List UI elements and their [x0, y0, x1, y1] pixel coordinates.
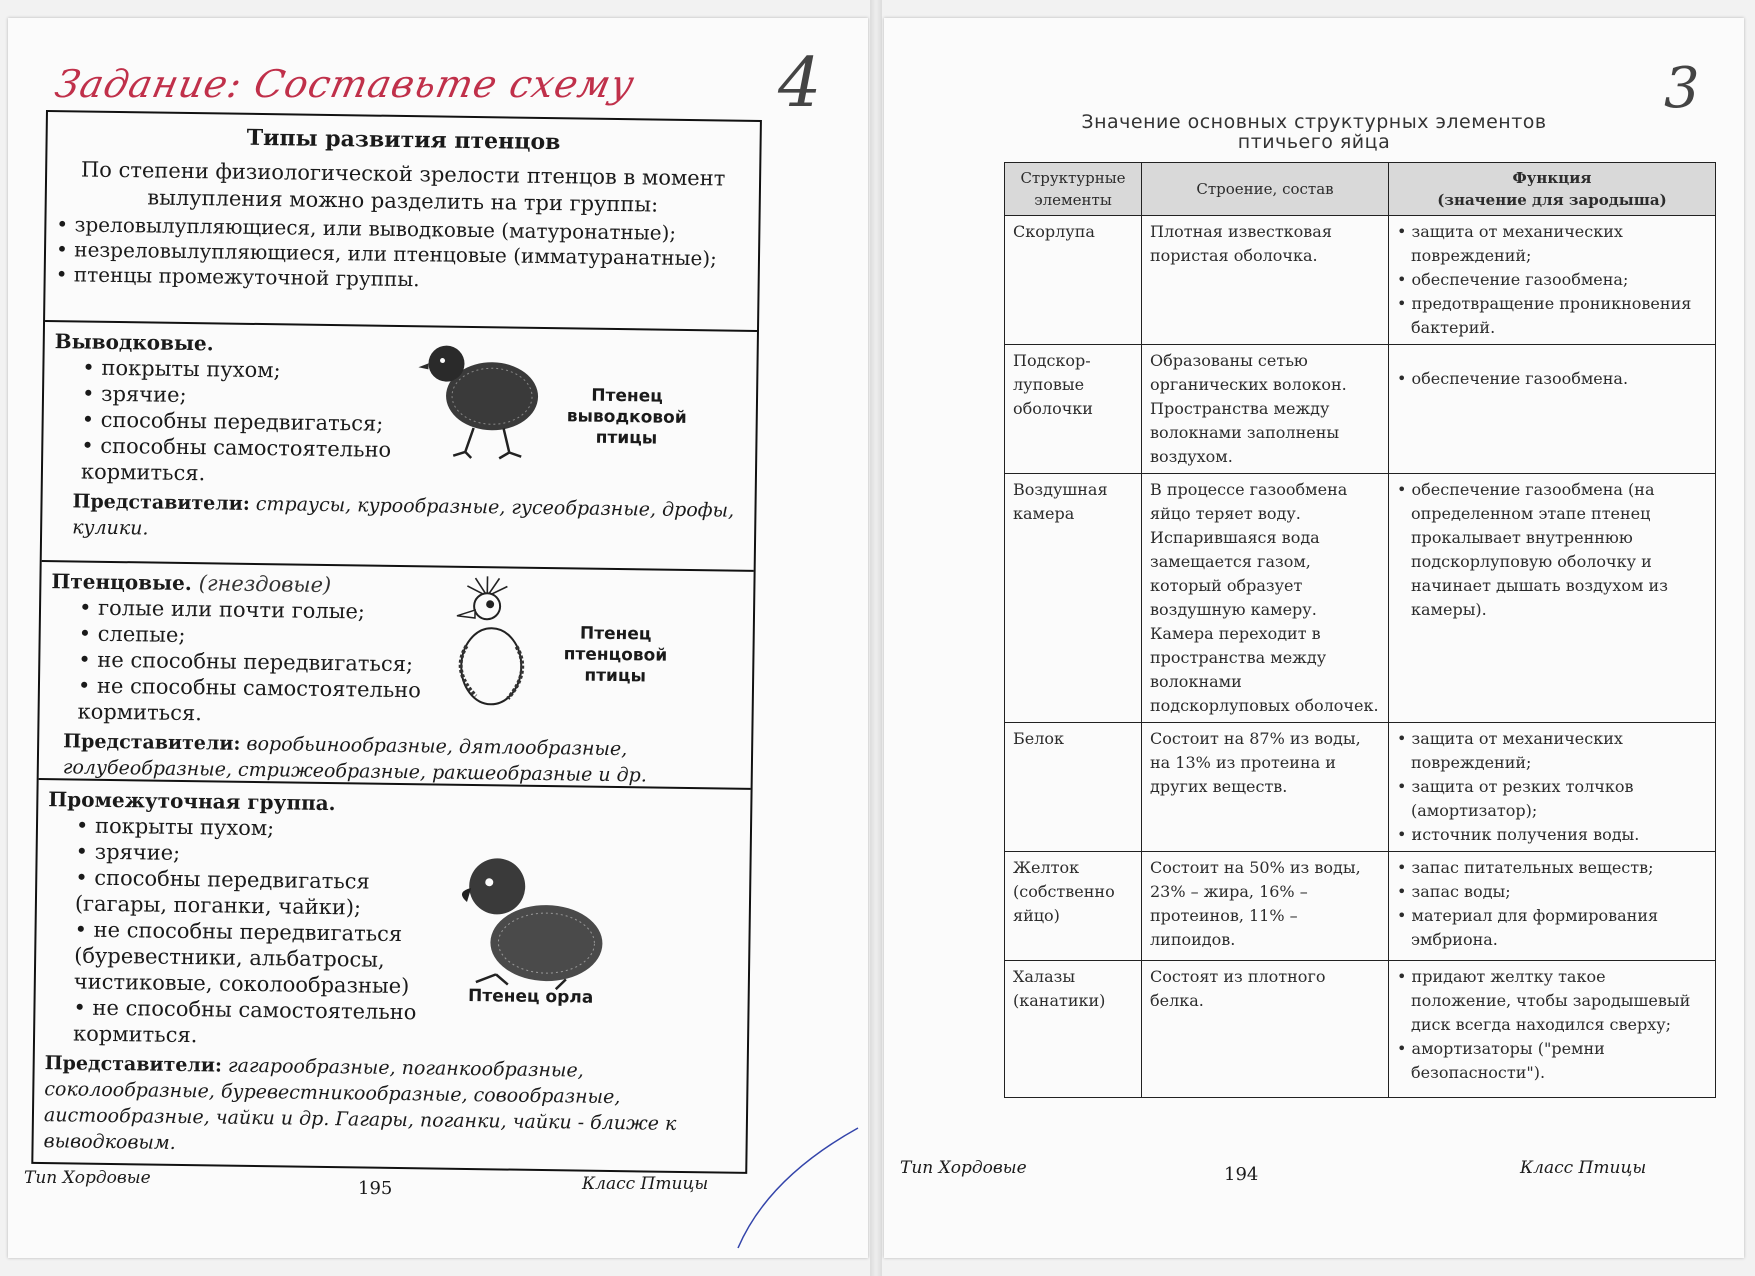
- table-title: [994, 112, 1634, 152]
- function-item: • источник получения воды.: [1397, 823, 1707, 847]
- footer-right: Класс Птицы: [1520, 1158, 1647, 1178]
- semi-representatives: [43, 1050, 736, 1164]
- eagle-caption: Птенец орла: [467, 985, 594, 1008]
- right-page: [884, 18, 1744, 1258]
- box-title: Типы развития птенцов: [246, 124, 561, 156]
- function-item: • предотвращение проникновения бактерий.: [1397, 292, 1707, 340]
- function-cell: [1389, 723, 1716, 852]
- structure-cell: В процессе газообмена яйцо теряет воду. Испарившаяся вода замещается газом, который образует воздушную камеру. Камера переходит в пространства между волокнами подскорлуповых оболочек.: [1142, 474, 1389, 723]
- table-row: [1005, 723, 1716, 852]
- function-item: • защита от механических повреждений;: [1397, 727, 1707, 775]
- function-item: • защита от резких толчков (амортизатор);: [1397, 775, 1707, 823]
- header-elements: Структурные элементы: [1005, 163, 1142, 216]
- function-cell: [1389, 216, 1716, 345]
- altricial-title: Птенцовые.: [51, 569, 192, 596]
- function-item: • защита от механических повреждений;: [1397, 220, 1707, 268]
- intro-bullet: • птенцы промежуточной группы.: [56, 262, 748, 297]
- handwritten-page-mark: 3: [1664, 56, 1700, 121]
- element-cell: Подскор-луповые оболочки: [1005, 345, 1142, 474]
- altricial-caption: Птенец птенцовой птицы: [563, 623, 668, 687]
- header-structure: Строение, состав: [1142, 163, 1389, 216]
- reps-text: воробьинообразные, дятлообразные, голубеобразные, стрижеобразные, ракшеобразные и др.: [62, 732, 647, 787]
- handwritten-note: (гнездовые): [198, 571, 332, 598]
- function-cell: [1389, 474, 1716, 723]
- precocial-title: Выводковые.: [54, 329, 214, 356]
- reps-text: страусы, курообразные, гусеобразные, дрофы, кулики.: [72, 492, 735, 540]
- structure-cell: Образованы сетью органических волокон. Пространства между волокнами заполнены воздухом.: [1142, 345, 1389, 474]
- semi-title: Промежуточная группа.: [48, 787, 336, 816]
- intro-bullets: [56, 212, 749, 297]
- table-row: [1005, 345, 1716, 474]
- feature-item: • голые или почти голые;: [79, 595, 499, 627]
- page-number: 195: [358, 1178, 393, 1199]
- feature-item: • не способны самостоятельно кормиться.: [73, 994, 454, 1051]
- element-cell: Халазы (канатики): [1005, 961, 1142, 1098]
- header-function-sub: (значение для зародыша): [1437, 191, 1667, 209]
- table-title-line: Значение основных структурных элементов: [1081, 111, 1547, 133]
- table-row: [1005, 474, 1716, 723]
- function-item: • обеспечение газообмена (на определенном этапе птенец прокалывает внутреннюю подскорлуповую оболочку и начинает дышать воздухом из камеры).: [1397, 478, 1707, 622]
- footer-left: Тип Хордовые: [900, 1158, 1027, 1178]
- feature-item: • слепые;: [79, 621, 499, 653]
- feature-item: • покрыты пухом;: [76, 812, 456, 843]
- header-function-title: Функция: [1512, 169, 1592, 187]
- intro-bullet: • зреловылупляющиеся, или выводковые (матуронатные);: [56, 212, 748, 247]
- element-cell: Желток (собственно яйцо): [1005, 852, 1142, 961]
- function-item: • запас воды;: [1397, 880, 1707, 904]
- function-cell: [1389, 345, 1716, 474]
- semi-altricial-section: [33, 780, 750, 1168]
- feature-item: • не способны самостоятельно кормиться.: [77, 673, 498, 731]
- intro-section: [45, 112, 760, 332]
- feature-item: • покрыты пухом;: [82, 355, 502, 387]
- table-row: [1005, 852, 1716, 961]
- altricial-section: [39, 562, 754, 790]
- egg-structure-table: [1004, 162, 1716, 1098]
- feature-item: • не способны передвигаться (буревестники, альбатросы, чистиковые, соколообразные): [74, 916, 455, 999]
- precocial-caption: Птенец выводковой птицы: [566, 385, 687, 449]
- precocial-chick-illustration: [413, 333, 555, 469]
- header-function: [1389, 163, 1716, 216]
- precocial-representatives: [72, 488, 745, 549]
- page-number: 194: [1224, 1164, 1259, 1185]
- function-cell: [1389, 852, 1716, 961]
- page-fold: [870, 0, 882, 1276]
- structure-cell: Состоят из плотного белка.: [1142, 961, 1389, 1098]
- reps-text: гагарообразные, поганкообразные, соколообразные, буревестникообразные, совообразные, аистообразные, чайки и др. Гагары, поганки, чайки - ближе к выводковым.: [43, 1054, 677, 1154]
- structure-cell: Состоит на 87% из воды, на 13% из протеина и других веществ.: [1142, 723, 1389, 852]
- intro-text: По степени физиологической зрелости птенцов в момент вылупления можно разделить на три группы:: [80, 157, 726, 217]
- table-title-line: птичьего яйца: [1237, 131, 1391, 153]
- table-header-row: [1005, 163, 1716, 216]
- footer-right: Класс Птицы: [582, 1174, 709, 1194]
- feature-item: • способны самостоятельно кормиться.: [81, 433, 502, 491]
- reps-label: Представители:: [63, 730, 241, 755]
- footer-left: Тип Хордовые: [24, 1168, 151, 1188]
- feature-item: • способны передвигаться (гагары, поганки, чайки);: [75, 864, 456, 921]
- reps-label: Представители:: [44, 1052, 223, 1077]
- reps-label: Представители:: [72, 490, 250, 515]
- intro-bullet: • незреловылупляющиеся, или птенцовые (имматуранатные);: [56, 237, 748, 272]
- feature-item: • не способны передвигаться;: [78, 647, 498, 679]
- feature-item: • зрячие;: [75, 838, 455, 869]
- semi-features: [73, 812, 456, 1051]
- left-page: [8, 18, 868, 1258]
- altricial-representatives: [63, 728, 742, 789]
- table-row: [1005, 216, 1716, 345]
- function-item: • обеспечение газообмена;: [1397, 268, 1707, 292]
- function-item: • обеспечение газообмена.: [1397, 367, 1707, 391]
- feature-item: • зрячие;: [82, 381, 502, 413]
- element-cell: Скорлупа: [1005, 216, 1142, 345]
- structure-cell: Состоит на 50% из воды, 23% – жира, 16% – протеинов, 11% – липоидов.: [1142, 852, 1389, 961]
- table-row: [1005, 961, 1716, 1098]
- altricial-chick-illustration: [436, 576, 538, 715]
- function-item: • придают желтку такое положение, чтобы зародышевый диск всегда находился сверху;: [1397, 965, 1707, 1037]
- function-item: • запас питательных веществ;: [1397, 856, 1707, 880]
- handwritten-task: Задание: Составьте схему: [51, 62, 639, 106]
- function-item: • материал для формирования эмбриона.: [1397, 904, 1707, 952]
- development-types-box: [31, 110, 762, 1174]
- structure-cell: Плотная известковая пористая оболочка.: [1142, 216, 1389, 345]
- feature-item: • способны передвигаться;: [82, 407, 502, 439]
- function-item: • амортизаторы ("ремни безопасности").: [1397, 1037, 1707, 1085]
- pen-stroke: [728, 1118, 868, 1258]
- precocial-section: [42, 322, 757, 572]
- function-cell: [1389, 961, 1716, 1098]
- element-cell: Белок: [1005, 723, 1142, 852]
- element-cell: Воздушная камера: [1005, 474, 1142, 723]
- eagle-chick-illustration: [436, 842, 608, 998]
- handwritten-page-mark: 4: [778, 44, 822, 123]
